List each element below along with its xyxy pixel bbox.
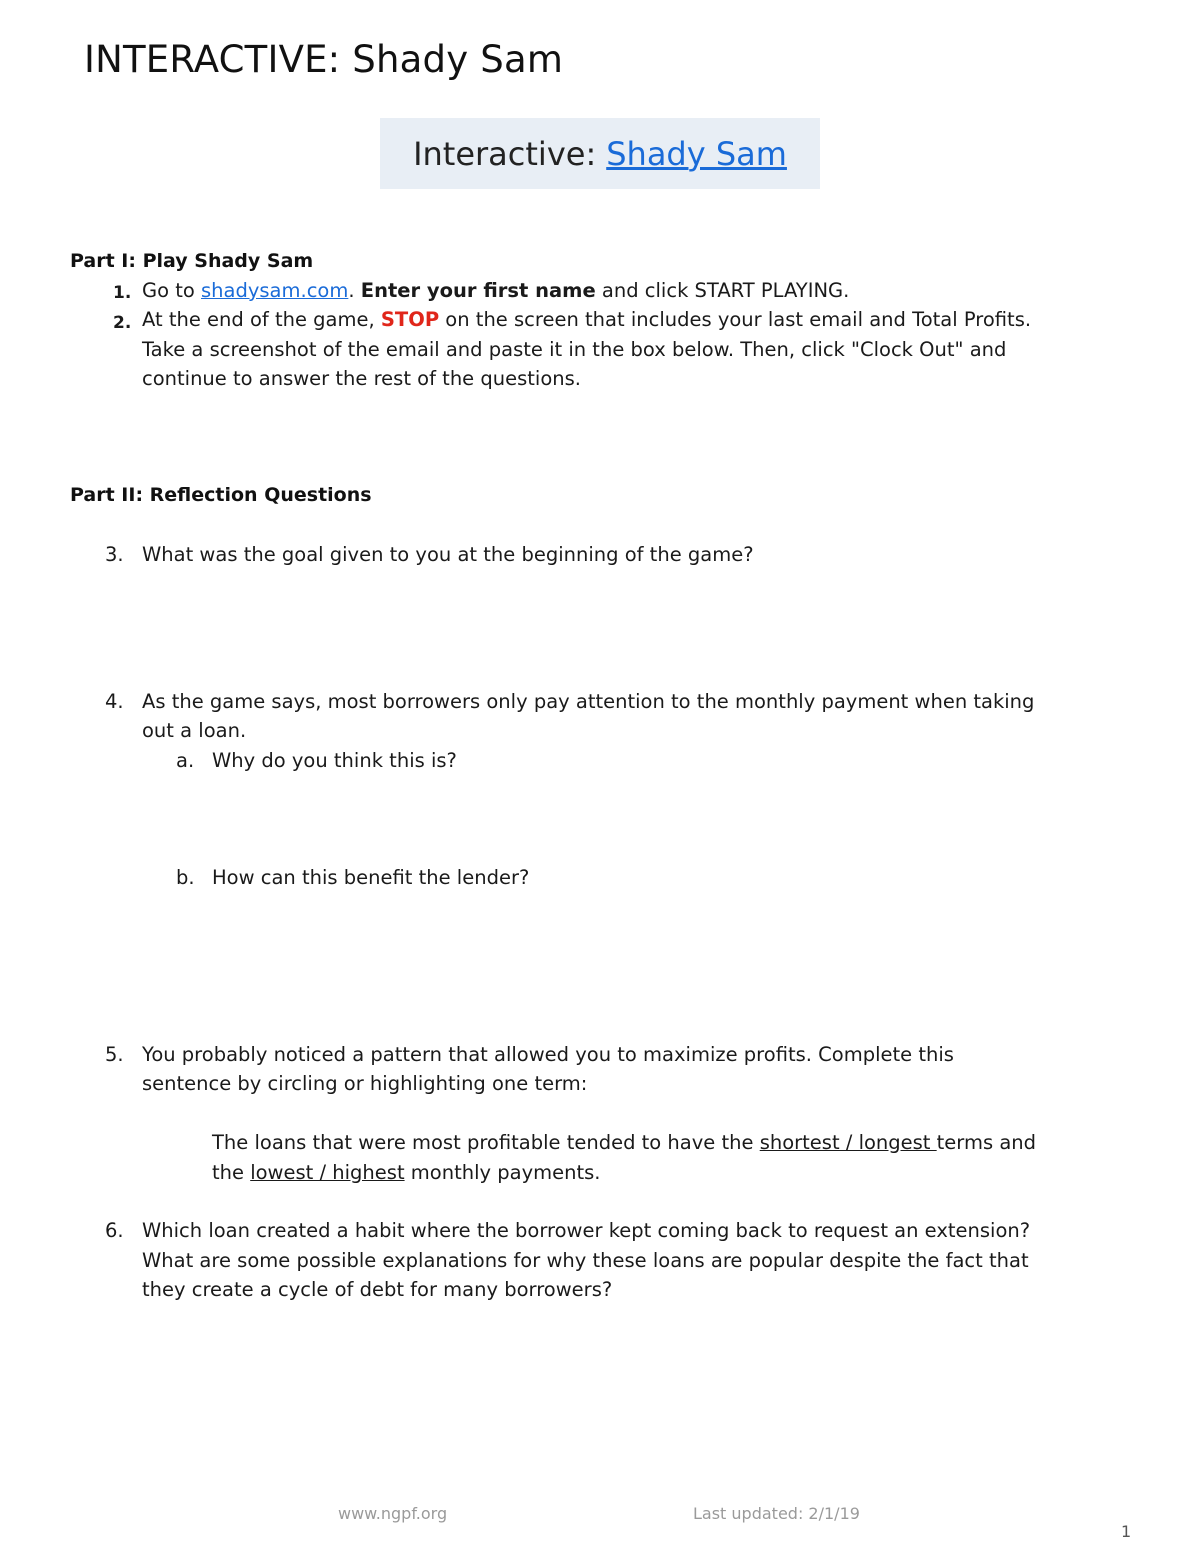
item1-post: and click START PLAYING. — [595, 279, 850, 302]
item2-pre: At the end of the game, — [142, 308, 381, 331]
page-number: 1 — [1121, 1522, 1132, 1541]
q6-line1: Which loan created a habit where the borrower kept coming back to request an extension? — [142, 1219, 1031, 1242]
q6-line3: they create a cycle of debt for many borrowers? — [142, 1278, 613, 1301]
q3-number: 3. — [105, 543, 124, 566]
interactive-banner — [380, 118, 820, 189]
footer-last-updated: Last updated: 2/1/19 — [693, 1504, 860, 1523]
item1-text — [142, 276, 849, 306]
q3-text: What was the goal given to you at the beginning of the game? — [142, 543, 754, 566]
item2-line1 — [142, 305, 1031, 335]
q4a-text: Why do you think this is? — [212, 749, 457, 772]
item2-post: on the screen that includes your last email and Total Profits. — [439, 308, 1032, 331]
stop-word: STOP — [380, 308, 440, 331]
q5-line2: sentence by circling or highlighting one term: — [142, 1072, 588, 1095]
banner-prefix: Interactive: — [413, 134, 597, 173]
term-length-choice[interactable]: shortest / longest — [759, 1131, 937, 1154]
footer-website[interactable]: www.ngpf.org — [338, 1504, 448, 1523]
q5-s1-pre: The loans that were most profitable tended to have the — [212, 1131, 760, 1154]
q6-line2: What are some possible explanations for why these loans are popular despite the fact that — [142, 1249, 1029, 1272]
q4-line1: As the game says, most borrowers only pay attention to the monthly payment when taking — [142, 690, 1035, 713]
item1-number: 1. — [113, 283, 132, 303]
q5-sentence-line1 — [212, 1128, 1036, 1158]
shadysam-link[interactable]: shadysam.com — [201, 279, 349, 302]
q5-number: 5. — [105, 1043, 124, 1066]
q6-number: 6. — [105, 1219, 124, 1242]
q5-sentence-line2 — [212, 1158, 600, 1188]
q4-line2: out a loan. — [142, 719, 247, 742]
q4-number: 4. — [105, 690, 124, 713]
payment-choice[interactable]: lowest / highest — [250, 1161, 405, 1184]
q4b-text: How can this benefit the lender? — [212, 866, 530, 889]
q4b-label: b. — [176, 866, 195, 889]
item2-number: 2. — [113, 313, 132, 333]
q5-s2-pre: the — [212, 1161, 251, 1184]
item1-bold: Enter your first name — [360, 279, 596, 302]
part1-heading: Part I: Play Shady Sam — [70, 250, 314, 272]
q4a-label: a. — [176, 749, 195, 772]
shady-sam-link[interactable]: Shady Sam — [606, 134, 787, 173]
part2-heading: Part II: Reflection Questions — [70, 484, 372, 506]
q5-line1: You probably noticed a pattern that allowed you to maximize profits. Complete this — [142, 1043, 954, 1066]
item1-mid: . — [348, 279, 361, 302]
q5-s1-post: terms and — [936, 1131, 1037, 1154]
item2-line3: continue to answer the rest of the questions. — [142, 367, 581, 390]
item1-pre: Go to — [142, 279, 202, 302]
item2-line2: Take a screenshot of the email and paste it in the box below. Then, click "Clock Out" and — [142, 338, 1007, 361]
page-title: INTERACTIVE: Shady Sam — [84, 38, 564, 81]
q5-s2-post: monthly payments. — [404, 1161, 601, 1184]
